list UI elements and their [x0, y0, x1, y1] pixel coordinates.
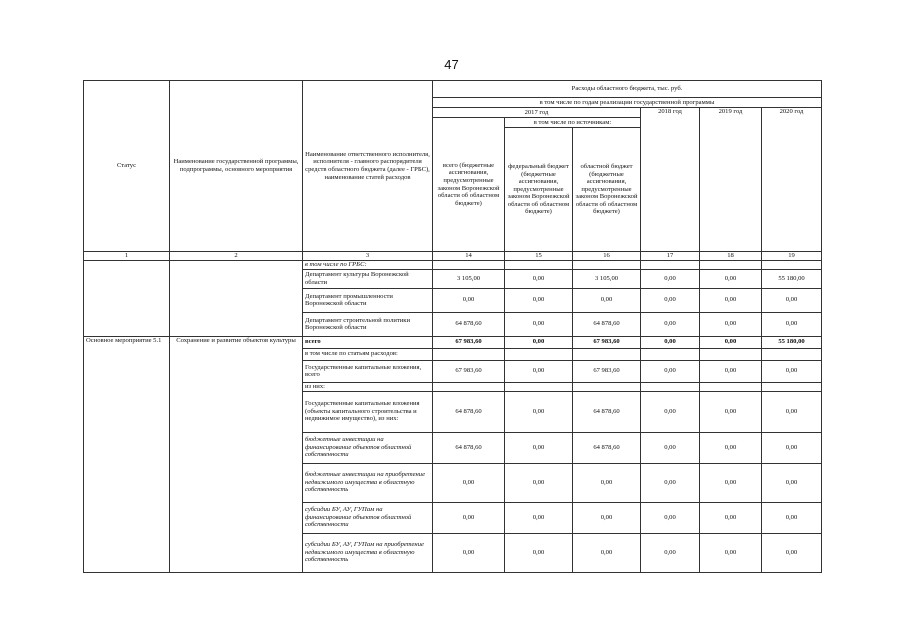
table-row: [84, 261, 822, 270]
cell-value: 0,00: [762, 463, 822, 502]
cell-value: 3 105,00: [573, 269, 641, 288]
cell-value: 0,00: [505, 432, 573, 463]
row-label: из них:: [303, 382, 433, 391]
cell-value: 0,00: [700, 391, 762, 432]
column-numbers-row: [84, 252, 822, 261]
cell-value: 0,00: [505, 269, 573, 288]
col-number: 1: [84, 252, 170, 261]
cell-value: 3 105,00: [433, 269, 505, 288]
header-expenses: Расходы областного бюджета, тыс. руб.: [433, 81, 822, 98]
col-number: 2: [170, 252, 303, 261]
cell-value: 0,00: [762, 288, 822, 312]
col-number: 19: [762, 252, 822, 261]
cell-value: 0,00: [505, 336, 573, 348]
cell-value: 0,00: [762, 391, 822, 432]
cell-value: 64 878,60: [573, 391, 641, 432]
cell-value: 67 983,60: [573, 360, 641, 382]
cell-value: 0,00: [505, 463, 573, 502]
cell-value: 0,00: [700, 269, 762, 288]
cell-value: 0,00: [573, 502, 641, 533]
cell-value: 0,00: [505, 391, 573, 432]
row-name: Государственные капитальные вложения (объекты капитального строительства и недвижимое имущество), из них:: [303, 391, 433, 432]
cell-value: 0,00: [762, 432, 822, 463]
header-year-2019: 2019 год: [700, 108, 762, 252]
cell-value: 0,00: [700, 533, 762, 572]
cell-value: 0,00: [573, 288, 641, 312]
cell-value: 0,00: [505, 502, 573, 533]
cell-value: 0,00: [641, 432, 700, 463]
cell-value: 64 878,60: [573, 432, 641, 463]
cell-value: 55 180,00: [762, 336, 822, 348]
row-name: всего: [303, 336, 433, 348]
cell-value: 67 983,60: [433, 360, 505, 382]
cell-value: 67 983,60: [573, 336, 641, 348]
col-number: 18: [700, 252, 762, 261]
col-number: 17: [641, 252, 700, 261]
header-regional-col: областной бюджет (бюджетные ассигнования, предусмотренные законом Воронежской области об областном бюджете): [573, 128, 641, 252]
cell-value: 0,00: [641, 391, 700, 432]
cell-value: 67 983,60: [433, 336, 505, 348]
cell-value: 0,00: [641, 288, 700, 312]
header-by-years: в том числе по годам реализации государственной программы: [433, 98, 822, 108]
cell-value: 0,00: [641, 269, 700, 288]
header-year-2018: 2018 год: [641, 108, 700, 252]
cell-value: 0,00: [505, 288, 573, 312]
header-year-2017: 2017 год: [433, 108, 641, 118]
row-label: в том числе по статьям расходов:: [303, 348, 433, 360]
row-name: субсидии БУ, АУ, ГУПам на финансирование объектов областной собственности: [303, 502, 433, 533]
cell-value: 0,00: [573, 533, 641, 572]
cell-value: 0,00: [433, 463, 505, 502]
cell-value: 0,00: [641, 360, 700, 382]
row-name: Департамент культуры Воронежской области: [303, 269, 433, 288]
row-name: бюджетные инвестиции на приобретение недвижимого имущества в областную собственность: [303, 463, 433, 502]
header-federal-col: федеральный бюджет (бюджетные ассигнования, предусмотренные законом Воронежской области об областном бюджете): [505, 128, 573, 252]
budget-table: [83, 80, 822, 573]
col-number: 16: [573, 252, 641, 261]
row-name: бюджетные инвестиции на финансирование объектов областной собственности: [303, 432, 433, 463]
cell-value: 64 878,60: [573, 312, 641, 336]
cell-value: 0,00: [700, 288, 762, 312]
cell-value: 0,00: [433, 533, 505, 572]
header-status: Статус: [84, 81, 170, 252]
header-by-sources: в том числе по источникам:: [505, 118, 641, 128]
header-total-col: всего (бюджетные ассигнования, предусмотренные законом Воронежской области об областном бюджете): [433, 118, 505, 252]
header-year-2020: 2020 год: [762, 108, 822, 252]
cell-value: 64 878,60: [433, 312, 505, 336]
header-program-name: Наименование государственной программы, подпрограммы, основного мероприятия: [170, 81, 303, 252]
table-row: [84, 336, 822, 348]
cell-value: 64 878,60: [433, 391, 505, 432]
cell-value: 0,00: [433, 502, 505, 533]
cell-value: 0,00: [700, 336, 762, 348]
header-executor: Наименование ответственного исполнителя, исполнителя - главного распорядителя средств областного бюджета (далее - ГРБС), наименование статей расходов: [303, 81, 433, 252]
cell-value: 0,00: [641, 533, 700, 572]
row-name: Департамент строительной политики Воронежской области: [303, 312, 433, 336]
cell-value: 0,00: [505, 533, 573, 572]
cell-value: 0,00: [641, 336, 700, 348]
cell-value: 0,00: [505, 312, 573, 336]
cell-value: 0,00: [641, 502, 700, 533]
cell-value: 64 878,60: [433, 432, 505, 463]
cell-value: 0,00: [700, 432, 762, 463]
cell-value: 0,00: [641, 312, 700, 336]
col-number: 15: [505, 252, 573, 261]
row-name: Государственные капитальные вложения, всего: [303, 360, 433, 382]
cell-value: 0,00: [762, 312, 822, 336]
cell-value: 0,00: [573, 463, 641, 502]
cell-value: 0,00: [700, 502, 762, 533]
activity-status: Основное мероприятие 5.1: [84, 336, 170, 572]
cell-value: 0,00: [762, 360, 822, 382]
row-label: в том числе по ГРБС:: [303, 261, 433, 270]
cell-value: 55 180,00: [762, 269, 822, 288]
col-number: 14: [433, 252, 505, 261]
activity-name: Сохранение и развитие объектов культуры: [170, 336, 303, 572]
cell-value: 0,00: [641, 463, 700, 502]
cell-value: 0,00: [762, 533, 822, 572]
cell-value: 0,00: [433, 288, 505, 312]
cell-value: 0,00: [505, 360, 573, 382]
row-name: субсидии БУ, АУ, ГУПам на приобретение недвижимого имущества в областную собственность: [303, 533, 433, 572]
page-number: 47: [444, 57, 459, 72]
cell-value: 0,00: [762, 502, 822, 533]
row-name: Департамент промышленности Воронежской области: [303, 288, 433, 312]
cell-value: 0,00: [700, 463, 762, 502]
cell-value: 0,00: [700, 312, 762, 336]
col-number: 3: [303, 252, 433, 261]
cell-value: 0,00: [700, 360, 762, 382]
